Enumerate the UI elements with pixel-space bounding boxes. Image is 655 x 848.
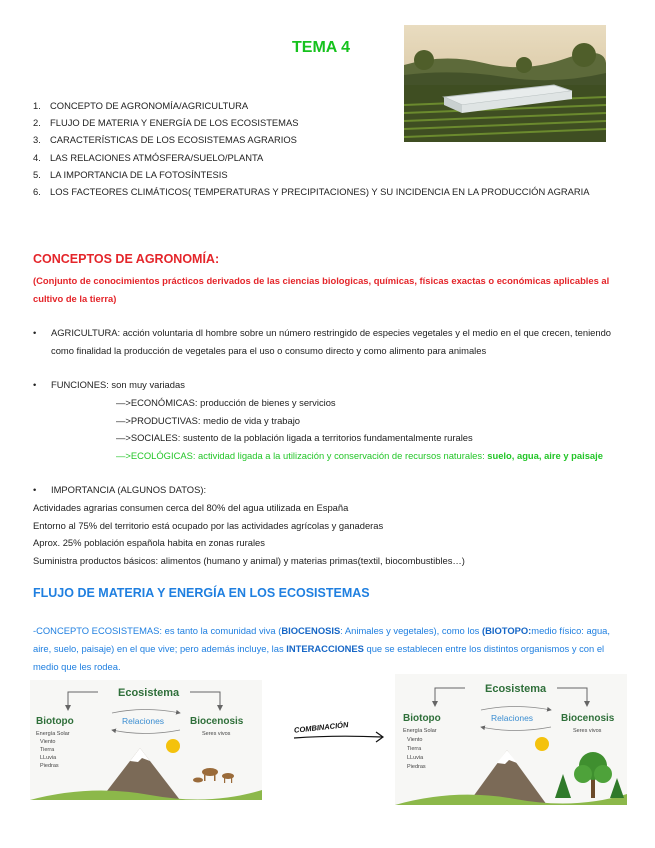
diagram-title: Ecosistema (118, 687, 180, 699)
sun-icon (535, 737, 549, 751)
importancia-bullet: • IMPORTANCIA (ALGUNOS DATOS): (33, 481, 628, 499)
funcion-item: —>ECONÓMICAS: producción de bienes y servicios (116, 397, 336, 408)
section-heading-flujo: FLUJO DE MATERIA Y ENERGÍA EN LOS ECOSISTEMAS (33, 586, 370, 600)
ecosistema-concept: -CONCEPTO ECOSISTEMAS: es tanto la comunidad viva (BIOCENOSIS: Animales y vegetales), como los (BIOTOPO:medio físico: agua, aire, suelo, paisaje) en el que vive; pero además incluye, las INTERACCIONES que se establecen entre los distintos organismos y con el medio que les rodea. (33, 625, 610, 672)
svg-text:Seres vivos: Seres vivos (573, 728, 602, 734)
page-title: TEMA 4 (292, 39, 351, 56)
sun-icon (166, 739, 180, 753)
svg-text:Energía Solar: Energía Solar (403, 728, 437, 734)
svg-text:LLuvia: LLuvia (407, 755, 424, 761)
topic-item: 1. CONCEPTO DE AGRONOMÍA/AGRICULTURA (33, 100, 249, 111)
funcion-ecologicas: —>ECOLÓGICAS: actividad ligada a la utilización y conservación de recursos naturales: suelo, agua, aire y paisaje (116, 450, 603, 461)
diagram-relaciones: Relaciones (491, 713, 534, 723)
funciones-label: FUNCIONES: son muy variadas (51, 379, 185, 390)
funcion-item: —>SOCIALES: sustento de la población ligada a territorios fundamentalmente rurales (116, 432, 473, 443)
section-subheading: (Conjunto de conocimientos prácticos derivados de las ciencias biologicas, químicas, físicas exactas o económicas aplicables al cultivo de la tierra) (33, 275, 610, 304)
ecosystem-diagram-right (395, 674, 627, 805)
svg-text:Tierra: Tierra (407, 746, 422, 752)
combinacion-label: COMBINACIÓN (293, 720, 349, 735)
svg-text:Viento: Viento (40, 739, 56, 745)
diagram-biotopo: Biotopo (36, 716, 74, 727)
agricultura-bullet: • AGRICULTURA: acción voluntaria dl hombre sobre un número restringido de especies vegetales y el medio en el que crecen, teniendo como finalidad la producción de vegetales para el uso o consumo directo y como alimento para animales (33, 324, 628, 360)
svg-text:Piedras: Piedras (407, 764, 426, 770)
ecosystem-diagram-left (30, 680, 262, 800)
importancia-item: Aprox. 25% población española habita en zonas rurales (33, 537, 265, 548)
combinacion-connector (290, 718, 388, 744)
funciones-bullet: • FUNCIONES: son muy variadas (33, 376, 628, 394)
diagram-relaciones: Relaciones (122, 716, 165, 726)
importancia-item: Entorno al 75% del territorio está ocupado por las actividades agrícolas y ganaderas (33, 520, 384, 531)
topic-item: 6. LOS FACTEORES CLIMÁTICOS( TEMPERATURAS Y PRECIPITACIONES) Y SU INCIDENCIA EN LA PRODUCCIÓN AGRARIA (33, 186, 590, 198)
svg-text:Energía Solar: Energía Solar (36, 731, 70, 737)
agricultura-text: AGRICULTURA: acción voluntaria dl hombre sobre un número restringido de especies vegetales y el medio en el que crecen, teniendo como finalidad la producción de vegetales para el uso o consumo directo y como alimento para animales (51, 327, 612, 356)
svg-text:Piedras: Piedras (40, 763, 59, 769)
diagram-biocenosis: Biocenosis (561, 713, 615, 724)
svg-text:Tierra: Tierra (40, 747, 55, 753)
importancia-item: Suministra productos básicos: alimentos (humano y animal) y materias primas(textil, biocombustibles…) (33, 555, 465, 566)
topic-item: 5. LA IMPORTANCIA DE LA FOTOSÍNTESIS (33, 168, 228, 180)
funcion-item: —>PRODUCTIVAS: medio de vida y trabajo (116, 415, 301, 426)
svg-text:Viento: Viento (407, 737, 423, 743)
diagram-title: Ecosistema (485, 683, 547, 695)
svg-text:Seres vivos: Seres vivos (202, 731, 231, 737)
importancia-label: IMPORTANCIA (ALGUNOS DATOS): (51, 484, 207, 495)
topic-item: 2. FLUJO DE MATERIA Y ENERGÍA DE LOS ECOSISTEMAS (33, 117, 299, 129)
section-heading-agronomia: CONCEPTOS DE AGRONOMÍA: (33, 252, 220, 266)
topics-list (33, 97, 633, 200)
svg-text:LLuvia: LLuvia (40, 755, 57, 761)
diagram-biocenosis: Biocenosis (190, 716, 244, 727)
diagram-biotopo: Biotopo (403, 713, 441, 724)
topic-item: 4. LAS RELACIONES ATMÓSFERA/SUELO/PLANTA (33, 151, 264, 163)
topic-item: 3. CARACTERÍSTICAS DE LOS ECOSISTEMAS AGRARIOS (33, 134, 297, 146)
importancia-item: Actividades agrarias consumen cerca del 80% del agua utilizada en España (33, 502, 349, 513)
